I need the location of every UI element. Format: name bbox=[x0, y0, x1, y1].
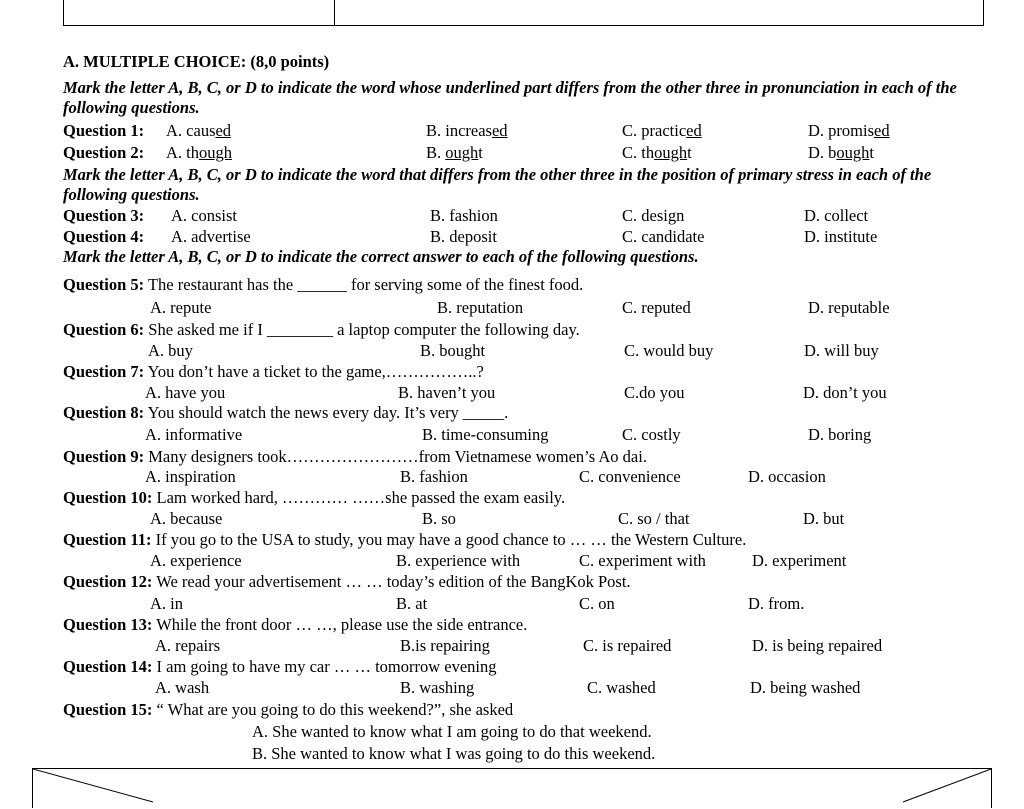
q7-option-c[interactable]: C.do you bbox=[624, 383, 685, 402]
q11-option-a[interactable]: A. experience bbox=[150, 551, 242, 570]
q13-option-c[interactable]: C. is repaired bbox=[583, 636, 672, 655]
bottom-box-lines bbox=[33, 769, 993, 809]
q7-option-a[interactable]: A. have you bbox=[145, 383, 226, 402]
section-title: A. MULTIPLE CHOICE: (8,0 points) bbox=[63, 52, 330, 71]
q6-option-a[interactable]: A. buy bbox=[148, 341, 193, 360]
question-10: Question 10: Lam worked hard, ………… ……she passed the exam easily. bbox=[63, 488, 566, 507]
q2-option-d[interactable]: D. bought bbox=[808, 143, 875, 162]
question-12: Question 12: We read your advertisement … … today’s edition of the BangKok Post. bbox=[63, 572, 631, 591]
instruction-correct-answer: Mark the letter A, B, C, or D to indicate the correct answer to each of the following questions. bbox=[63, 247, 699, 266]
q4-option-c[interactable]: C. candidate bbox=[622, 227, 705, 246]
q2-option-c[interactable]: C. thought bbox=[622, 143, 692, 162]
question-7: Question 7: You don’t have a ticket to the game,……………..? bbox=[63, 362, 484, 381]
q3-option-c[interactable]: C. design bbox=[622, 206, 685, 225]
question-6: Question 6: She asked me if I ________ a laptop computer the following day. bbox=[63, 320, 580, 339]
question-1: Question 1: bbox=[63, 121, 145, 140]
q1-option-c[interactable]: C. practiced bbox=[622, 121, 702, 140]
q1-option-d[interactable]: D. promised bbox=[808, 121, 890, 140]
q13-option-d[interactable]: D. is being repaired bbox=[752, 636, 883, 655]
q8-option-d[interactable]: D. boring bbox=[808, 425, 872, 444]
q5-option-a[interactable]: A. repute bbox=[150, 298, 212, 317]
q8-option-b[interactable]: B. time-consuming bbox=[422, 425, 549, 444]
q15-option-b[interactable]: B. She wanted to know what I was going to do this weekend. bbox=[252, 744, 656, 763]
q10-option-a[interactable]: A. because bbox=[150, 509, 223, 528]
q10-option-c[interactable]: C. so / that bbox=[618, 509, 690, 528]
q8-option-c[interactable]: C. costly bbox=[622, 425, 681, 444]
q6-option-b[interactable]: B. bought bbox=[420, 341, 486, 360]
q12-option-d[interactable]: D. from. bbox=[748, 594, 805, 613]
q9-option-d[interactable]: D. occasion bbox=[748, 467, 826, 486]
q3-option-b[interactable]: B. fashion bbox=[430, 206, 498, 225]
q1-option-a[interactable]: A. caused bbox=[166, 121, 232, 140]
q10-option-d[interactable]: D. but bbox=[803, 509, 845, 528]
q14-option-d[interactable]: D. being washed bbox=[750, 678, 861, 697]
q5-option-c[interactable]: C. reputed bbox=[622, 298, 691, 317]
q12-option-c[interactable]: C. on bbox=[579, 594, 615, 613]
q6-option-d[interactable]: D. will buy bbox=[804, 341, 879, 360]
q8-option-a[interactable]: A. informative bbox=[145, 425, 243, 444]
question-13: Question 13: While the front door … …, please use the side entrance. bbox=[63, 615, 528, 634]
question-5: Question 5: The restaurant has the ______ for serving some of the finest food. bbox=[63, 275, 584, 294]
question-15: Question 15: “ What are you going to do this weekend?”, she asked bbox=[63, 700, 514, 719]
bottom-answer-box bbox=[32, 768, 992, 808]
q13-option-b[interactable]: B.is repairing bbox=[400, 636, 490, 655]
question-2: Question 2: bbox=[63, 143, 145, 162]
q4-option-a[interactable]: A. advertise bbox=[171, 227, 251, 246]
q7-option-d[interactable]: D. don’t you bbox=[803, 383, 887, 402]
q11-option-d[interactable]: D. experiment bbox=[752, 551, 847, 570]
q11-option-b[interactable]: B. experience with bbox=[396, 551, 521, 570]
q4-option-b[interactable]: B. deposit bbox=[430, 227, 497, 246]
q10-option-b[interactable]: B. so bbox=[422, 509, 456, 528]
q5-option-b[interactable]: B. reputation bbox=[437, 298, 524, 317]
question-8: Question 8: You should watch the news every day. It’s very _____. bbox=[63, 403, 509, 422]
q6-option-c[interactable]: C. would buy bbox=[624, 341, 714, 360]
question-11: Question 11: If you go to the USA to study, you may have a good chance to … … the Western Culture. bbox=[63, 530, 747, 549]
q11-option-c[interactable]: C. experiment with bbox=[579, 551, 706, 570]
q9-option-a[interactable]: A. inspiration bbox=[145, 467, 236, 486]
q15-option-a[interactable]: A. She wanted to know what I am going to do that weekend. bbox=[252, 722, 652, 741]
q9-option-b[interactable]: B. fashion bbox=[400, 467, 468, 486]
question-3: Question 3: bbox=[63, 206, 145, 225]
q3-option-d[interactable]: D. collect bbox=[804, 206, 869, 225]
q12-option-b[interactable]: B. at bbox=[396, 594, 428, 613]
q14-option-a[interactable]: A. wash bbox=[155, 678, 210, 697]
q9-option-c[interactable]: C. convenience bbox=[579, 467, 681, 486]
q1-option-b[interactable]: B. increased bbox=[426, 121, 508, 140]
instruction-pronunciation: Mark the letter A, B, C, or D to indicate the word whose underlined part differs from the other three in pronunciation in each of the following questions. bbox=[63, 78, 957, 117]
question-4: Question 4: bbox=[63, 227, 145, 246]
q7-option-b[interactable]: B. haven’t you bbox=[398, 383, 496, 402]
q13-option-a[interactable]: A. repairs bbox=[155, 636, 221, 655]
q4-option-d[interactable]: D. institute bbox=[804, 227, 878, 246]
q3-option-a[interactable]: A. consist bbox=[171, 206, 237, 225]
top-table-frame bbox=[63, 0, 984, 26]
q2-option-a[interactable]: A. though bbox=[166, 143, 232, 162]
q2-option-b[interactable]: B. ought bbox=[426, 143, 483, 162]
q14-option-b[interactable]: B. washing bbox=[400, 678, 475, 697]
q12-option-a[interactable]: A. in bbox=[150, 594, 183, 613]
instruction-stress: Mark the letter A, B, C, or D to indicate the word that differs from the other three in the position of primary stress in each of the following questions. bbox=[63, 165, 932, 204]
question-14: Question 14: I am going to have my car … … tomorrow evening bbox=[63, 657, 497, 676]
q14-option-c[interactable]: C. washed bbox=[587, 678, 656, 697]
q5-option-d[interactable]: D. reputable bbox=[808, 298, 890, 317]
question-9: Question 9: Many designers took……………………from Vietnamese women’s Ao dai. bbox=[63, 447, 647, 466]
